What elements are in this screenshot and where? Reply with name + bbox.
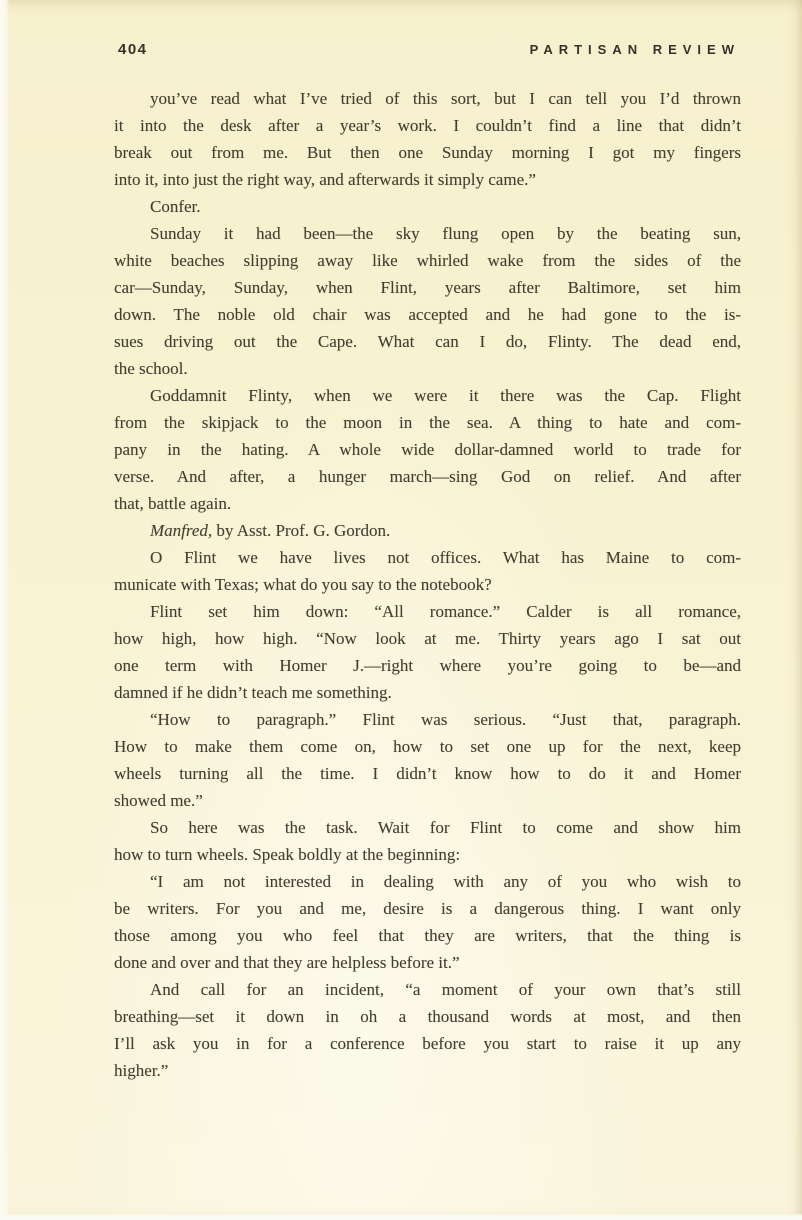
text-line: white beaches slipping away like whirled wake from the sides of the — [114, 251, 741, 270]
text-line: those among you who feel that they are writers, that the thing is — [114, 926, 741, 945]
text-line: be writers. For you and me, desire is a dangerous thing. I want only — [114, 899, 741, 918]
text-line: O Flint we have lives not offices. What has Maine to com- — [150, 548, 741, 567]
page-header — [118, 41, 740, 58]
text-line: into it, into just the right way, and afterwards it simply came.” — [114, 170, 536, 189]
page-edge-left — [0, 0, 9, 1220]
text-line: Flint set him down: “All romance.” Calder is all romance, — [150, 602, 741, 621]
text-line: breathing—set it down in oh a thousand words at most, and then — [114, 1007, 741, 1026]
text-line: Confer. — [150, 197, 201, 216]
text-line: Manfred, by Asst. Prof. G. Gordon. — [150, 521, 391, 540]
text-line: pany in the hating. A whole wide dollar-damned world to trade for — [114, 440, 741, 459]
text-line: break out from me. But then one Sunday morning I got my fingers — [114, 143, 741, 162]
paragraph — [114, 382, 741, 517]
paragraph — [114, 85, 741, 193]
text-line: down. The noble old chair was accepted and he had gone to the is- — [114, 305, 741, 324]
text-line: it into the desk after a year’s work. I couldn’t find a line that didn’t — [114, 116, 741, 135]
text-line: the school. — [114, 359, 188, 378]
page-body — [114, 85, 741, 1084]
text-line: done and over and that they are helpless before it.” — [114, 953, 460, 972]
paragraph — [114, 220, 741, 382]
text-line: “I am not interested in dealing with any of you who wish to — [150, 872, 741, 891]
text-line: one term with Homer J.—right where you’re going to be—and — [114, 656, 741, 675]
text-line: that, battle again. — [114, 494, 232, 513]
text-line: from the skipjack to the moon in the sea. A thing to hate and com- — [114, 413, 741, 432]
text-line: how high, how high. “Now look at me. Thirty years ago I sat out — [114, 629, 741, 648]
text-line: verse. And after, a hunger march—sing God on relief. And after — [114, 467, 741, 486]
paragraph — [114, 598, 741, 706]
text-line: Goddamnit Flinty, when we were it there was the Cap. Flight — [150, 386, 741, 405]
page-edge-bottom — [0, 1213, 802, 1220]
text-line: I’ll ask you in for a conference before you start to raise it up any — [114, 1034, 741, 1053]
journal-title: PARTISAN REVIEW — [529, 42, 740, 57]
text-line: How to make them come on, how to set one up for the next, keep — [114, 737, 741, 756]
text-line: higher.” — [114, 1061, 169, 1080]
paragraph — [114, 193, 741, 220]
text-line: And call for an incident, “a moment of your own that’s still — [150, 980, 741, 999]
text-line: how to turn wheels. Speak boldly at the beginning: — [114, 845, 461, 864]
paragraph — [114, 976, 741, 1084]
text-line: Sunday it had been—the sky flung open by the beating sun, — [150, 224, 741, 243]
text-line: municate with Texas; what do you say to the notebook? — [114, 575, 492, 594]
paragraph — [114, 814, 741, 868]
page-number: 404 — [118, 41, 148, 58]
text-line: car—Sunday, Sunday, when Flint, years after Baltimore, set him — [114, 278, 741, 297]
text-line: “How to paragraph.” Flint was serious. “Just that, paragraph. — [150, 710, 741, 729]
text-line: damned if he didn’t teach me something. — [114, 683, 392, 702]
text-line: sues driving out the Cape. What can I do, Flinty. The dead end, — [114, 332, 741, 351]
paragraph — [114, 868, 741, 976]
paragraph — [114, 517, 741, 544]
text-line: wheels turning all the time. I didn’t know how to do it and Homer — [114, 764, 741, 783]
text-line: showed me.” — [114, 791, 203, 810]
paragraph — [114, 706, 741, 814]
text-line: you’ve read what I’ve tried of this sort, but I can tell you I’d thrown — [150, 89, 741, 108]
paragraph — [114, 544, 741, 598]
text-line: So here was the task. Wait for Flint to come and show him — [150, 818, 741, 837]
